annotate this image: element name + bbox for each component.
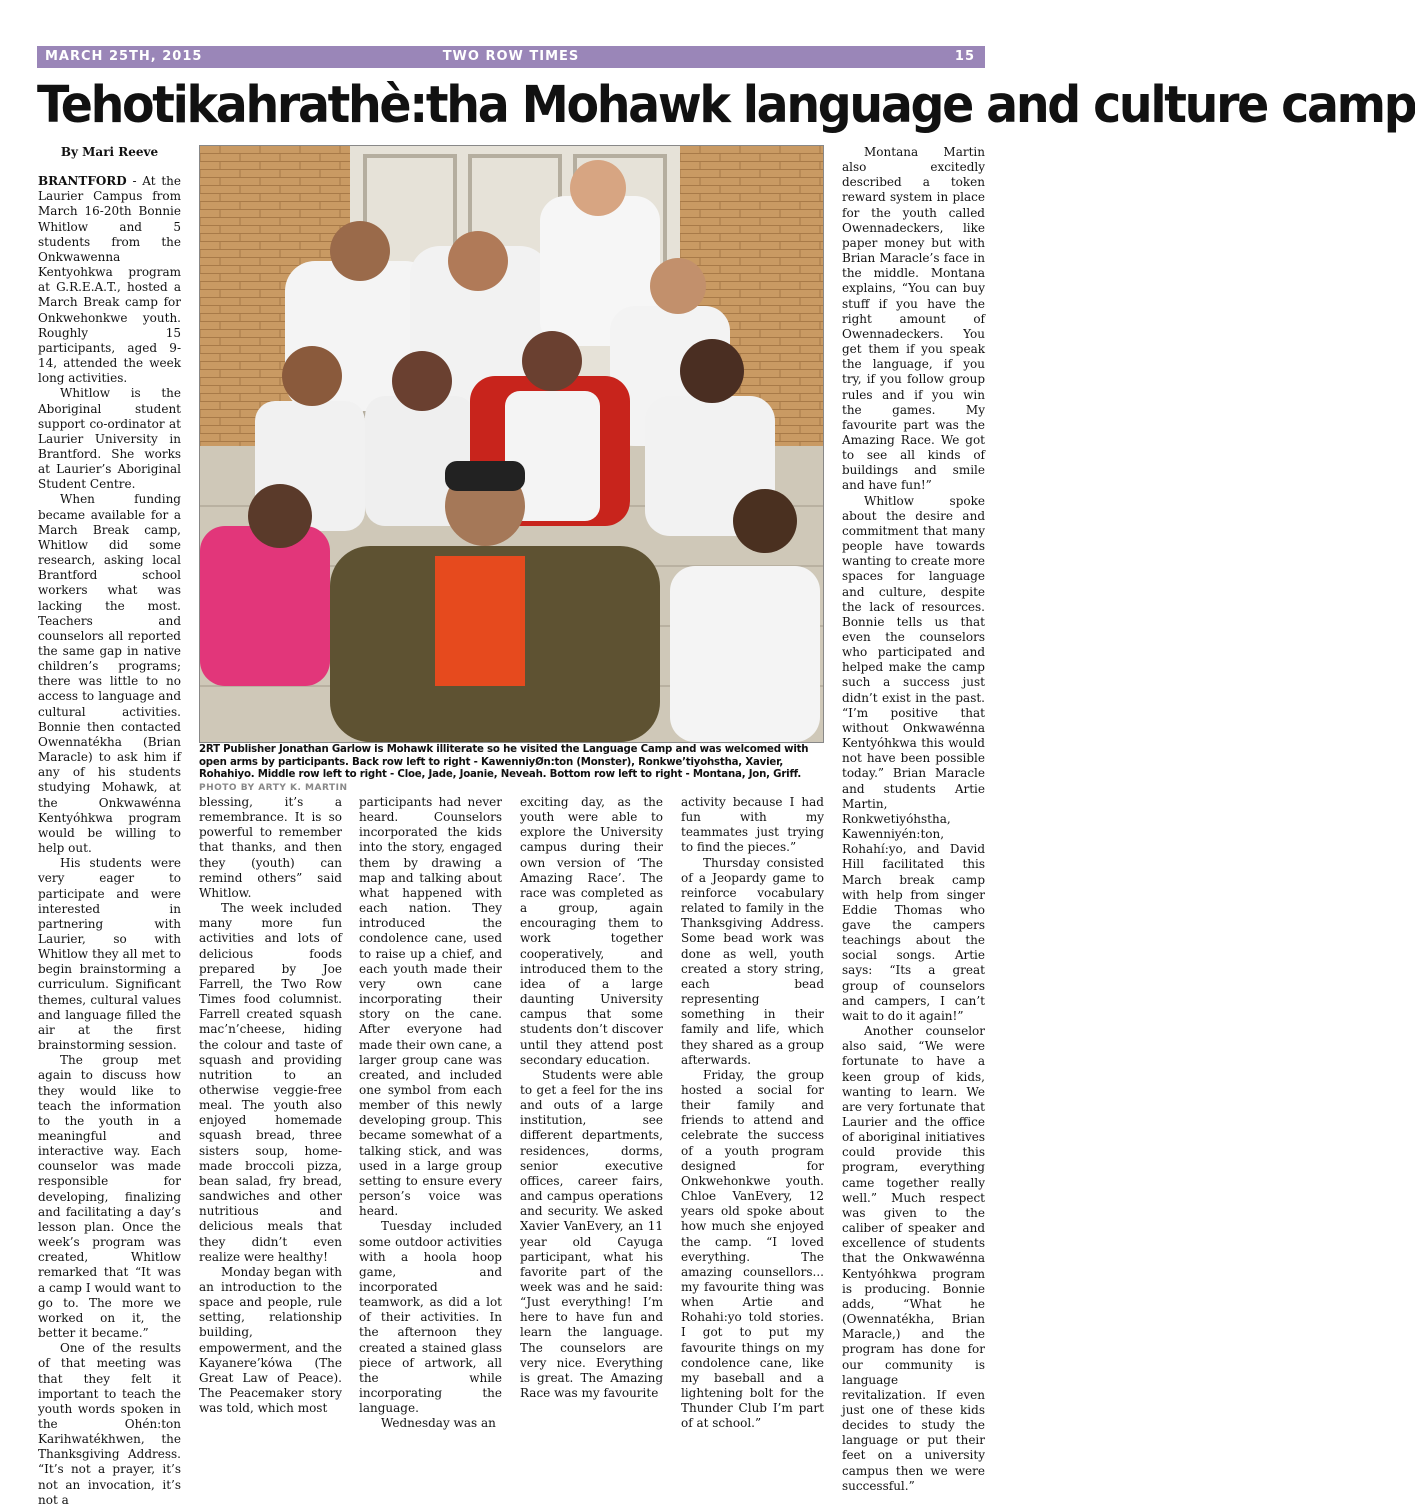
- photo-credit: PHOTO BY ARTY K. MARTIN: [199, 782, 348, 793]
- paragraph-text: activity because I had fun with my teammates just trying to find the pieces.”: [681, 795, 824, 855]
- article-column-1: [38, 145, 181, 1508]
- page-number: 15: [954, 49, 975, 64]
- article-paragraph: [842, 145, 985, 494]
- article-paragraph: [520, 1068, 663, 1401]
- article-paragraph: [842, 1024, 985, 1494]
- group-photo-illustration: [200, 146, 823, 742]
- article-paragraph: [681, 1068, 824, 1432]
- article-paragraph: [38, 1341, 181, 1508]
- byline: By Mari Reeve: [60, 145, 159, 159]
- article-column-4: [520, 795, 663, 1401]
- paragraph-text: The week included many more fun activities and lots of delicious foods prepared by Joe Farrell, the Two Row Times food columnist. Farrell created squash mac’n’cheese, hiding the colour and taste of squash and providing nutrition to an otherwise veggie-free meal. The youth also enjoyed homemade squash bread, three sisters soup, home-made broccoli pizza, bean salad, fry bread, sandwiches and other nutritious and delicious meals that they didn’t even realize were healthy!: [199, 901, 342, 1264]
- article-paragraph: [359, 1416, 502, 1431]
- paragraph-text: Montana Martin also excitedly described a token reward system in place for the youth called Owennadeckers, like paper money but with Brian Maracle’s face in the middle. Montana explains, “You can buy stuff if you have the right amount of Owennadeckers. You get them if you speak the language, if you try, if you follow group rules and if you win the games. My favourite part was the Amazing Race. We got to see all kinds of buildings and smile and have fun!”: [842, 145, 985, 493]
- paragraph-text: - At the Laurier Campus from March 16-20th Bonnie Whitlow and 5 students from the Onkwawenna Kentyohkwa program at G.R.E.A.T., hosted a March Break camp for Onkwehonkwe youth. Roughly 15 participants, aged 9-14, attended the week long activities.: [38, 174, 181, 386]
- paragraph-text: Whitlow is the Aboriginal student support co-ordinator at Laurier University in Brantford. She works at Laurier’s Aboriginal Student Centre.: [38, 386, 181, 492]
- article-column-6: [842, 145, 985, 1494]
- article-paragraph: [199, 1265, 342, 1417]
- article-column-5: [681, 795, 824, 1432]
- paragraph-text: exciting day, as the youth were able to explore the University campus during their own version of ‘The Amazing Race’. The race was completed as a group, again encouraging them to work together cooperatively, and introduced them to the idea of a large daunting University campus that some students don’t discover until they attend post secondary education.: [520, 795, 663, 1067]
- article-paragraph: [199, 795, 342, 901]
- article-paragraph: [842, 494, 985, 1024]
- headline: Tehotikahrathè:tha Mohawk language and culture camp: [37, 76, 1415, 135]
- paragraph-text: blessing, it’s a remembrance. It is so powerful to remember that thanks, and then they (youth) can remind others” said Whitlow.: [199, 795, 342, 900]
- article-paragraph: [359, 1219, 502, 1416]
- paragraph-text: Wednesday was an: [381, 1416, 496, 1431]
- paragraph-text: The group met again to discuss how they would like to teach the information to the youth in a meaningful and interactive way. Each counselor was made responsible for developing, finalizing and facilitating a day’s lesson plan. Once the week’s program was created, Whitlow remarked that “It was a camp I would want to go to. The more we worked on it, the better it became.”: [38, 1053, 181, 1341]
- article-paragraph: [359, 795, 502, 1219]
- group-photo: [199, 145, 824, 743]
- article-paragraph: [38, 492, 181, 856]
- article-paragraph: [199, 901, 342, 1265]
- paragraph-text: When funding became available for a March Break camp, Whitlow did some research, asking local Brantford school workers what was lacking the most. Teachers and counselors all reported the same gap in native children’s programs; there was little to no access to language and cultural activities. Bonnie then contacted Owennatékha (Brian Maracle) to ask him if any of his students studying Mohawk, at the Onkwawénna Kentyóhkwa program would be willing to help out.: [38, 492, 181, 856]
- paragraph-text: participants had never heard. Counselors incorporated the kids into the story, engaged them by drawing a map and talking about what happened with each nation. They introduced the condolence cane, used to raise up a chief, and each youth made their very own cane incorporating their story on the cane. After everyone had made their own cane, a larger group cane was created, and included one symbol from each member of this newly developing group. This became somewhat of a talking stick, and was used in a large group setting to ensure every person’s voice was heard.: [359, 795, 502, 1219]
- issue-date: MARCH 25TH, 2015: [45, 49, 203, 64]
- article-paragraph: [38, 1053, 181, 1341]
- paragraph-text: Thursday consisted of a Jeopardy game to reinforce vocabulary related to family in the Thanksgiving Address. Some bead work was done as well, youth created a story string, each bead representing something in their family and life, which they shared as a group afterwards.: [681, 855, 824, 1067]
- page-header-bar: [37, 46, 985, 68]
- article-paragraph: [681, 795, 824, 856]
- dateline: BRANTFORD: [38, 174, 127, 189]
- paragraph-text: One of the results of that meeting was that they felt it important to teach the youth words spoken in the Ohén:ton Karihwatékhwen, the Thanksgiving Address. “It’s not a prayer, it’s not an invocation, it’s not a: [38, 1341, 181, 1507]
- article-paragraph: [38, 386, 181, 492]
- paragraph-text: Another counselor also said, “We were fortunate to have a keen group of kids, wanting to learn. We are very fortunate that Laurier and the office of aboriginal initiatives could provide this program, everything came together really well.” Much respect was given to the caliber of speaker and excellence of students that the Onkwawénna Kentyóhkwa program is producing. Bonnie adds, “What he (Owennatékha, Brian Maracle,) and the program has done for our community is language revitalization. If even just one of these kids decides to study the language or put their feet on a university campus then we were successful.”: [842, 1024, 985, 1493]
- article-paragraph: [681, 856, 824, 1068]
- paragraph-text: His students were very eager to participate and were interested in partnering with Laurier, so with Whitlow they all met to begin brainstorming a curriculum. Significant themes, cultural values and language filled the air at the first brainstorming session.: [38, 856, 181, 1053]
- article-paragraph: [38, 174, 181, 386]
- paragraph-text: Whitlow spoke about the desire and commitment that many people have towards wanting to create more spaces for language and culture, despite the lack of resources. Bonnie tells us that even the counselors who participated and helped make the camp such a success just didn’t exist in the past. “I’m positive that without Onkwawénna Kentyóhkwa this would not have been possible today.” Brian Maracle and students Artie Martin, Ronkwetiyóhstha, Kawenniyén:ton, Rohahí:yo, and David Hill facilitated this March break camp with help from singer Eddie Thomas who gave the campers teachings about the social songs. Artie says: “Its a great group of counselors and campers, I can’t wait to do it again!”: [842, 493, 985, 1023]
- paper-name: TWO ROW TIMES: [442, 49, 580, 64]
- paragraph-text: Tuesday included some outdoor activities with a hoola hoop game, and incorporated teamwork, as did a lot of their activities. In the afternoon they created a stained glass piece of artwork, all the while incorporating the language.: [359, 1219, 502, 1416]
- article-column-2: [199, 795, 342, 1416]
- caption-text: 2RT Publisher Jonathan Garlow is Mohawk illiterate so he visited the Language Camp and was welcomed with open arms by participants. Back row left to right - KawenniyØn:ton (Monster), Ronkwe’tiyohstha, Xavier, Rohahiyo. Middle row left to right - Cloe, Jade, Joanie, Neveah. Bottom row left to right - Montana, Jon, Griff.: [199, 744, 809, 780]
- paragraph-text: Monday began with an introduction to the space and people, rule setting, relationship building, empowerment, and the Kayanere’kówa (The Great Law of Peace). The Peacemaker story was told, which most: [199, 1264, 342, 1416]
- photo-caption: [199, 744, 825, 794]
- paragraph-text: Students were able to get a feel for the ins and outs of a large institution, see different departments, residences, dorms, senior executive offices, career fairs, and campus operations and security. We asked Xavier VanEvery, an 11 year old Cayuga participant, what his favorite part of the week was and he said: “Just everything! I’m here to have fun and learn the language. The counselors are very nice. Everything is great. The Amazing Race was my favourite: [520, 1067, 663, 1401]
- paragraph-text: Friday, the group hosted a social for their family and friends to attend and celebrate the success of a youth program designed for Onkwehonkwe youth. Chloe VanEvery, 12 years old spoke about how much she enjoyed the camp. “I loved everything. The amazing counsellors... my favourite thing was when Artie and Rohahi:yo told stories. I got to put my favourite things on my condolence cane, like my baseball and a lightening bolt for the Thunder Club I’m part of at school.”: [681, 1067, 824, 1431]
- article-column-3: [359, 795, 502, 1432]
- article-paragraph: [520, 795, 663, 1068]
- article-paragraph: [38, 856, 181, 1053]
